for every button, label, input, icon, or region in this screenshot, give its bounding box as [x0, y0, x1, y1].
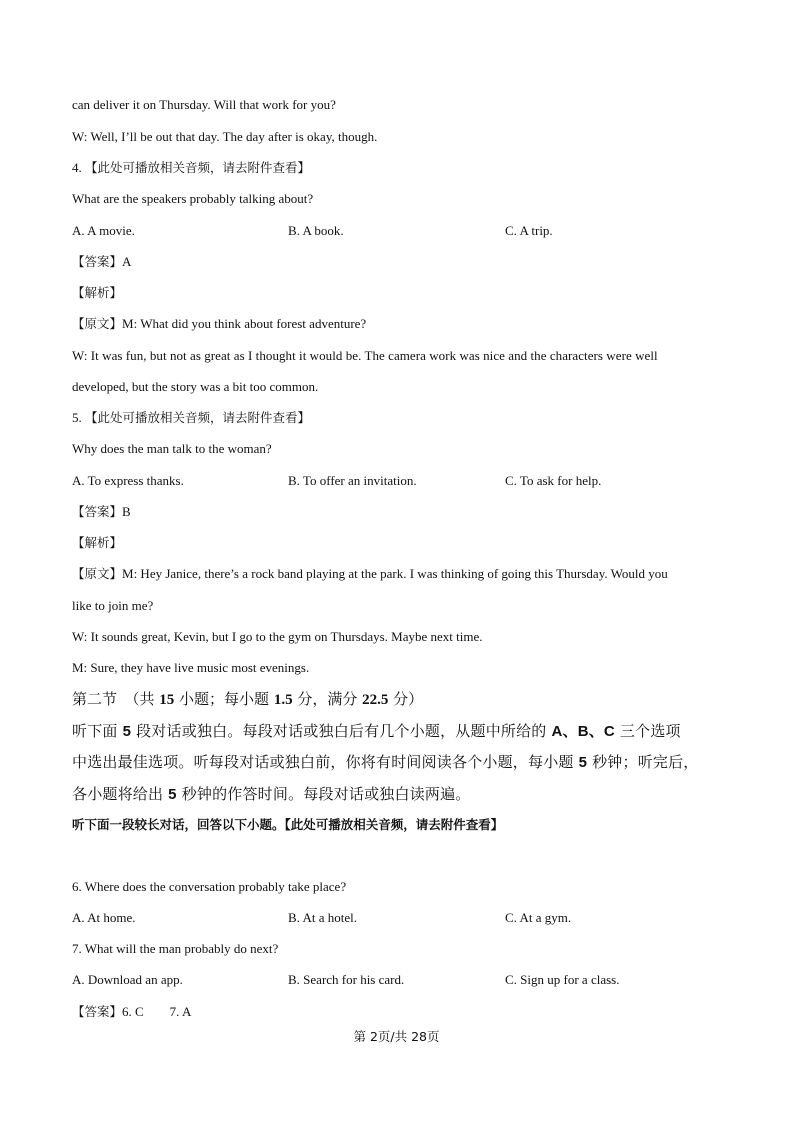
dialogue-line: M: Hey Janice, there’s a rock band playing at the park. I was thinking of going this Thursday. Would you	[122, 566, 668, 581]
question-number: 5.	[72, 410, 85, 425]
instruction-text: 秒钟的作答时间。每段对话或独白读两遍。	[176, 785, 471, 803]
dialogue-line: M: Sure, they have live music most evenings.	[72, 660, 310, 675]
instruction-number: 5	[168, 786, 177, 803]
answer-line	[72, 1004, 191, 1020]
option-b: B. A book.	[288, 223, 344, 238]
instruction-text: 段对话或独白。每段对话或独白后有几个小题，从题中所给的	[131, 722, 552, 740]
section-title-text: 分）	[388, 690, 424, 708]
answer-tag: 【答案】	[72, 504, 123, 519]
answer-value: A	[122, 254, 132, 269]
instruction-text: 各小题将给出	[72, 785, 169, 803]
analysis-tag: 【解析】	[72, 535, 123, 550]
instruction-text: 秒钟；听完后，	[587, 753, 699, 771]
option-b: B. Search for his card.	[288, 972, 405, 987]
dialogue-line: developed, but the story was a bit too common.	[72, 379, 319, 394]
dialogue-line: W: Well, I’ll be out that day. The day after is okay, though.	[72, 129, 378, 144]
option-c: C. A trip.	[505, 223, 553, 238]
question-4-header	[72, 160, 310, 176]
instruction-number: 5	[122, 723, 132, 740]
answer-value: 6. C 7. A	[122, 1004, 192, 1019]
option-a: A. To express thanks.	[72, 473, 184, 488]
question-5-text: Why does the man talk to the woman?	[72, 441, 272, 456]
audio-note: 【此处可播放相关音频，请去附件查看】	[85, 410, 311, 425]
section-title-text: 分，满分	[292, 690, 363, 708]
answer-tag: 【答案】	[72, 1004, 123, 1019]
option-c: C. Sign up for a class.	[505, 972, 620, 987]
option-a: A. Download an app.	[72, 972, 183, 987]
original-tag: 【原文】	[72, 316, 123, 331]
section-instructions-line	[72, 784, 732, 805]
instruction-options: A、B、C	[551, 723, 615, 740]
dialogue-line: can deliver it on Thursday. Will that work for you?	[72, 97, 336, 112]
section-points: 1.5	[273, 692, 293, 708]
answer-value: B	[122, 504, 131, 519]
instruction-text: 听下面	[72, 722, 123, 740]
analysis-tag: 【解析】	[72, 285, 123, 300]
question-4-text: What are the speakers probably talking about?	[72, 191, 314, 206]
original-tag: 【原文】	[72, 566, 123, 581]
original-text-line	[72, 566, 668, 582]
question-5-header	[72, 410, 310, 426]
option-a: A. At home.	[72, 910, 136, 925]
dialogue-line: like to join me?	[72, 598, 154, 613]
page-footer: 第 2页/共 28页	[353, 1029, 440, 1044]
listening-prompt: 听下面一段较长对话，回答以下小题。【此处可播放相关音频，请去附件查看】	[72, 817, 504, 832]
instruction-text: 中选出最佳选项。听每段对话或独白前，你将有时间阅读各个小题，每小题	[72, 753, 579, 771]
option-c: C. To ask for help.	[505, 473, 602, 488]
section-title-text: 小题；每小题	[174, 690, 274, 708]
option-c: C. At a gym.	[505, 910, 572, 925]
instruction-text: 三个选项	[614, 722, 681, 740]
option-b: B. To offer an invitation.	[288, 473, 417, 488]
question-number: 4.	[72, 160, 85, 175]
instruction-number: 5	[578, 754, 588, 771]
option-b: B. At a hotel.	[288, 910, 357, 925]
answer-line	[72, 504, 131, 520]
section-instructions-line	[72, 721, 732, 742]
section-title-text: 第二节 （共	[72, 690, 160, 708]
original-text-line	[72, 316, 366, 332]
section-title	[72, 689, 423, 710]
dialogue-line: W: It was fun, but not as great as I thought it would be. The camera work was nice and the characters were well	[72, 348, 658, 363]
question-7-text: 7. What will the man probably do next?	[72, 941, 279, 956]
dialogue-line: W: It sounds great, Kevin, but I go to the gym on Thursdays. Maybe next time.	[72, 629, 483, 644]
section-count: 15	[159, 692, 175, 708]
section-total: 22.5	[362, 692, 389, 708]
answer-line	[72, 254, 131, 270]
answer-tag: 【答案】	[72, 254, 123, 269]
audio-note: 【此处可播放相关音频，请去附件查看】	[85, 160, 311, 175]
option-a: A. A movie.	[72, 223, 135, 238]
question-6-text: 6. Where does the conversation probably take place?	[72, 879, 347, 894]
section-instructions-line	[72, 752, 732, 773]
dialogue-line: M: What did you think about forest adventure?	[122, 316, 367, 331]
